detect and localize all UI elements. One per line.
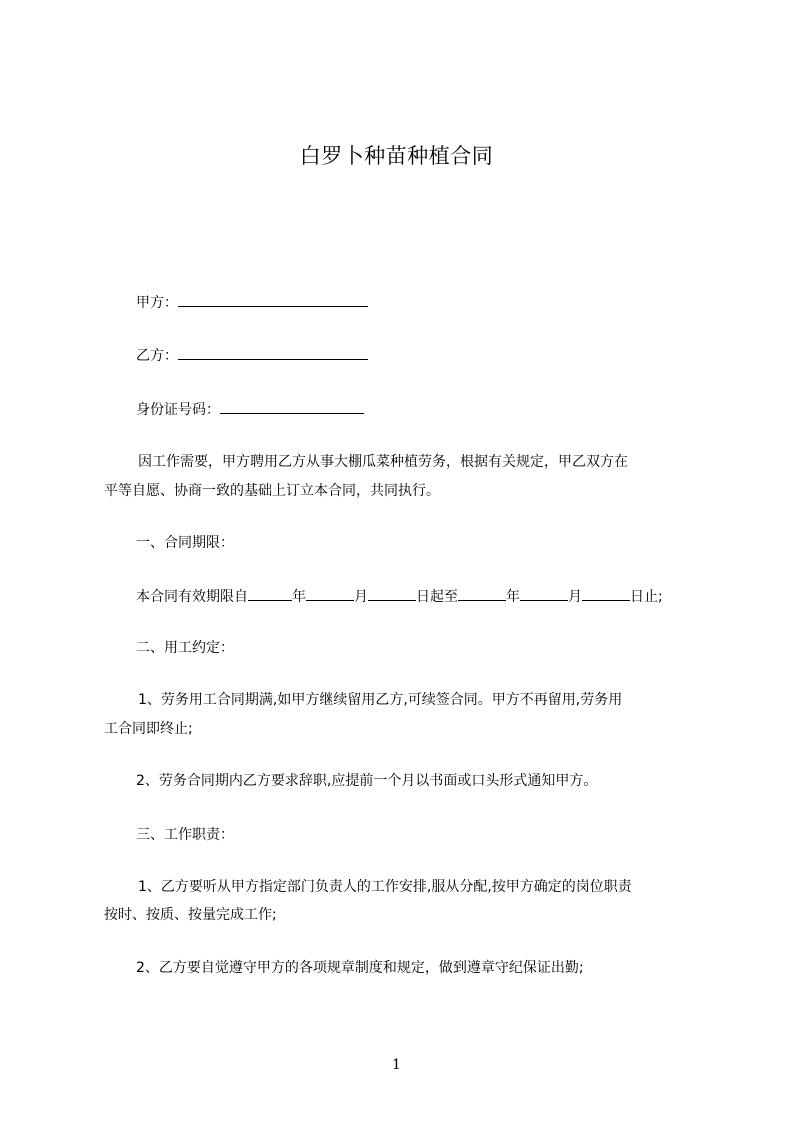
party-b-label: 乙方： [136, 348, 178, 364]
section-3-item-1-line-1: 1、乙方要听从甲方指定部门负责人的工作安排,服从分配,按甲方确定的岗位职责 [138, 879, 632, 895]
page-number: 1 [392, 1057, 401, 1073]
period-prefix: 本合同有效期限自 [136, 589, 248, 605]
document-title: 白罗卜种苗种植合同 [299, 144, 494, 168]
intro-line-1: 因工作需要，甲方聘用乙方从事大棚瓜菜种植劳务，根据有关规定，甲乙双方在 [138, 454, 628, 470]
start-day-label: 日起至 [416, 589, 458, 605]
section-2-heading: 二、用工约定： [136, 640, 234, 656]
id-number-blank [220, 398, 364, 414]
party-a-blank [178, 291, 368, 307]
section-3-item-1-line-2: 按时、按质、按量完成工作; [104, 907, 277, 923]
start-day-blank [368, 585, 416, 601]
start-year-blank [248, 585, 292, 601]
id-number-label: 身份证号码： [136, 402, 220, 418]
end-year-label: 年 [506, 589, 520, 605]
party-a-line [136, 291, 368, 313]
section-2-item-1-line-2: 工合同即终止; [104, 721, 193, 737]
start-year-label: 年 [292, 589, 306, 605]
start-month-label: 月 [354, 589, 368, 605]
section-2-item-2: 2、劳务合同期内乙方要求辞职,应提前一个月以书面或口头形式通知甲方。 [136, 773, 598, 789]
end-day-blank [582, 585, 630, 601]
end-day-label: 日止; [630, 589, 663, 605]
party-b-line [136, 344, 368, 366]
end-month-blank [520, 585, 568, 601]
party-a-label: 甲方： [136, 295, 178, 311]
section-1-heading: 一、合同期限： [136, 535, 234, 551]
section-3-item-2: 2、乙方要自觉遵守甲方的各项规章制度和规定，做到遵章守纪保证出勤; [136, 960, 584, 976]
section-3-heading: 三、工作职责： [136, 827, 234, 843]
start-month-blank [306, 585, 354, 601]
intro-line-2: 平等自愿、协商一致的基础上订立本合同，共同执行。 [104, 483, 440, 499]
end-year-blank [458, 585, 506, 601]
contract-period-line [136, 585, 663, 607]
end-month-label: 月 [568, 589, 582, 605]
id-number-line [136, 398, 364, 420]
section-2-item-1-line-1: 1、劳务用工合同期满,如甲方继续留用乙方,可续签合同。甲方不再留用,劳务用 [138, 692, 623, 708]
party-b-blank [178, 344, 368, 360]
